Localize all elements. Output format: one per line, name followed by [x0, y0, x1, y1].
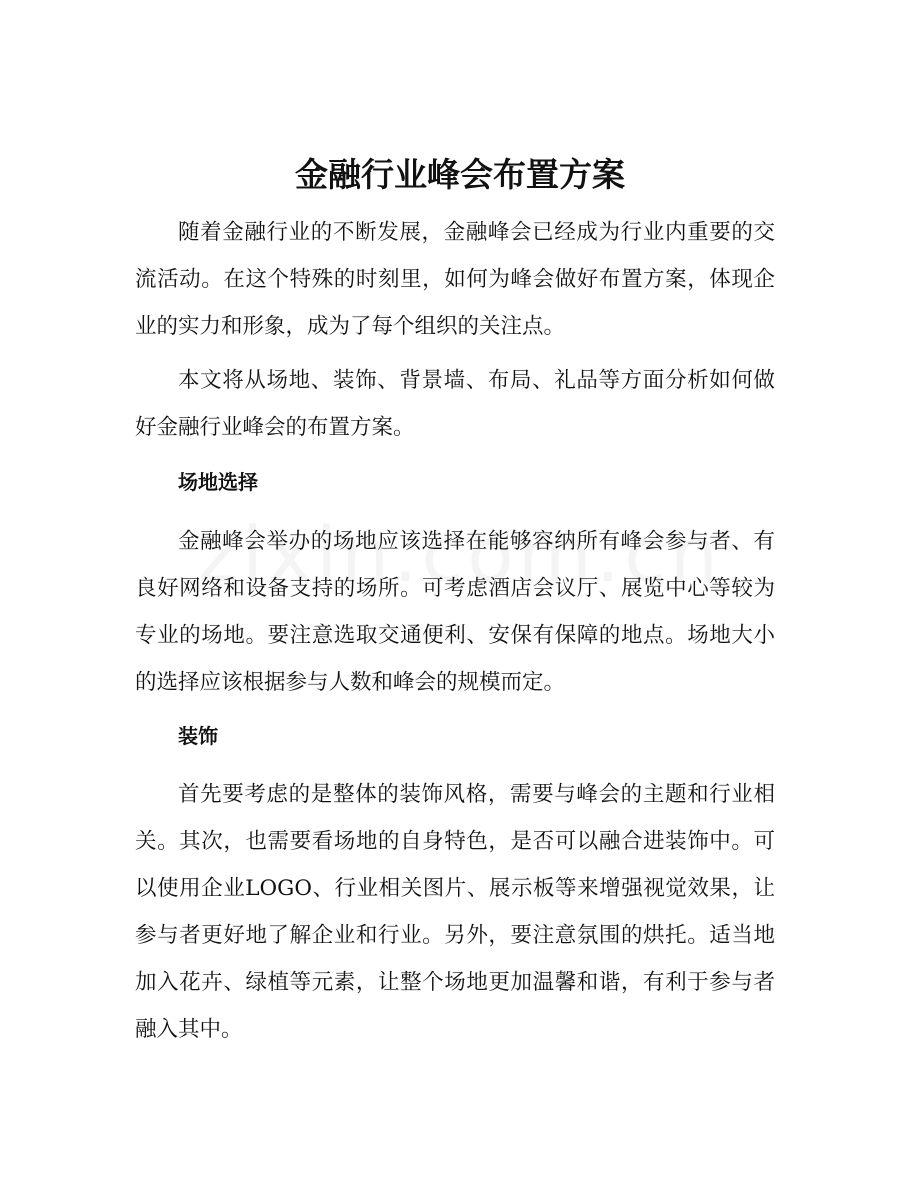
intro-paragraph-1: 随着金融行业的不断发展，金融峰会已经成为行业内重要的交流活动。在这个特殊的时刻里，如何为峰会做好布置方案，体现企业的实力和形象，成为了每个组织的关注点。 [135, 220, 775, 339]
section-body-venue: 金融峰会举办的场地应该选择在能够容纳所有峰会参与者、有良好网络和设备支持的场所。可考虑酒店会议厅、展览中心等较为专业的场地。要注意选取交通便利、安保有保障的地点。场地大小的选择应该根据参与人数和峰会的规模而定。 [135, 529, 775, 695]
document-title: 金融行业峰会布置方案 [295, 155, 625, 194]
intro-paragraph-2: 本文将从场地、装饰、背景墙、布局、礼品等方面分析如何做好金融行业峰会的布置方案。 [135, 368, 775, 440]
section-heading-venue: 场地选择 [178, 470, 258, 494]
section-body-decoration: 首先要考虑的是整体的装饰风格，需要与峰会的主题和行业相关。其次，也需要看场地的自身特色，是否可以融合进装饰中。可以使用企业LOGO、行业相关图片、展示板等来增强视觉效果，让参与者更好地了解企业和行业。另外，要注意氛围的烘托。适当地加入花卉、绿植等元素，让整个场地更加温馨和谐，有利于参与者融入其中。 [135, 782, 775, 1042]
section-heading-decoration: 装饰 [178, 724, 218, 748]
